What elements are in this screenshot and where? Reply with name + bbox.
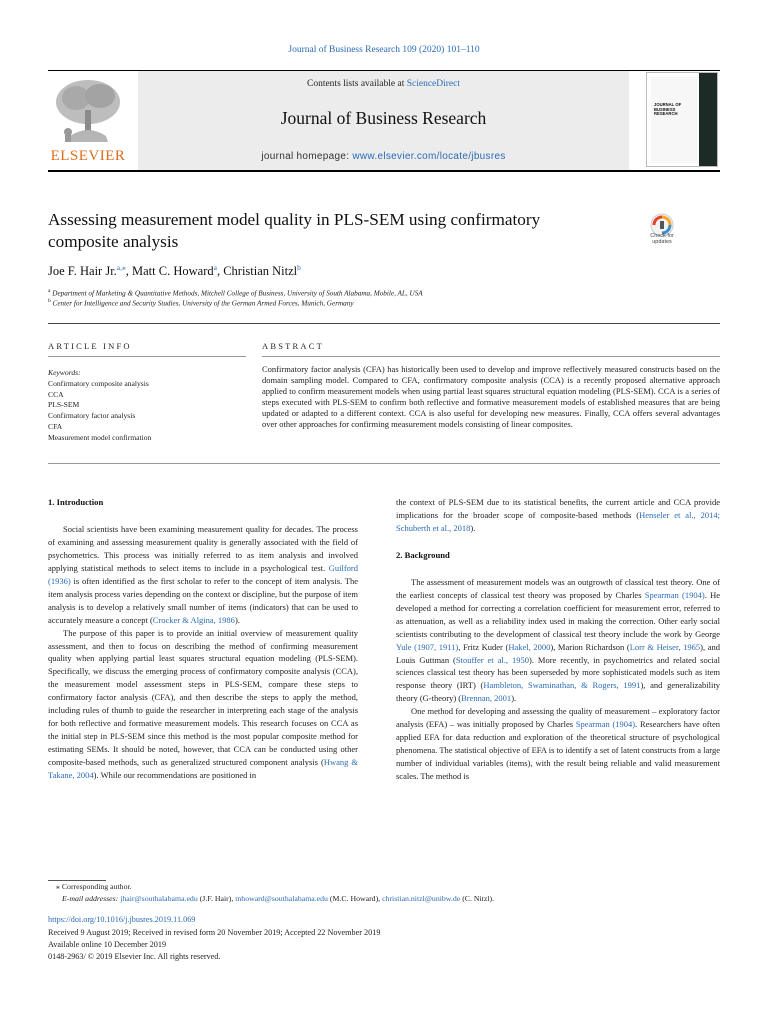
citation-link[interactable]: Lorr & Heiser, 1965 (629, 641, 701, 652)
citation-link[interactable]: Hwang & Takane, 2004 (48, 757, 358, 781)
doi-link[interactable]: https://doi.org/10.1016/j.jbusres.2019.11.069 (48, 915, 196, 924)
cover-title: JOURNAL OF BUSINESS RESEARCH (654, 102, 682, 117)
header-bottom-rule (48, 170, 720, 172)
keyword-item: CFA (48, 421, 63, 431)
cover-spine-strip (699, 73, 717, 166)
citation-link[interactable]: Spearman (1904) (575, 719, 636, 730)
author-affiliation-marker[interactable]: a,⁎ (116, 263, 126, 272)
intro-paragraph-1: Social scientists have been examining measurement quality for decades. The process of examining and assessing measurement quality is generally associated with the field of psychometrics. This process was initially referred to as item analysis and involved applying statistical methods to select items to include in a psychological test. Guilford (1936) is often identified as the first scholar to refer to the concept of item analysis. The item analysis process varies depending on the context or discipline, but the purpose of item analysis is to develop a relatively small number of items (indicators) that can be used to accurately measure a concept (Crocker & Algina, 1986). (48, 523, 359, 625)
email-link[interactable]: mhoward@southalabama.edu (235, 894, 328, 903)
front-matter-divider (48, 323, 720, 324)
author-name[interactable]: Joe F. Hair Jr. (48, 264, 117, 279)
affiliation-key: b (48, 298, 51, 304)
keyword-item: Confirmatory factor analysis (48, 411, 136, 421)
affiliation-b (48, 298, 354, 307)
abstract-heading: ABSTRACT (262, 341, 324, 351)
citation-link[interactable]: Brennan, 2001 (461, 693, 512, 704)
citation-link[interactable]: Spearman (1904) (644, 589, 705, 600)
citation-link[interactable]: Stouffer et al., 1950 (455, 654, 529, 665)
intro-paragraph-continued: the context of PLS-SEM due to its statistical benefits, the current article and CCA provide implications for the broader scope of composite-based methods (Henseler et al., 2014; Schuberth et al., 2018). (396, 497, 720, 533)
homepage-label: journal homepage: (261, 151, 350, 162)
keyword-item: PLS-SEM (48, 400, 80, 410)
journal-name: Journal of Business Research (280, 108, 487, 128)
affiliation-key: a (48, 288, 51, 294)
article-title: Assessing measurement model quality in PLS-SEM using confirmatory composite analysis (48, 210, 541, 251)
email-link[interactable]: jhair@southalabama.edu (120, 894, 198, 903)
background-paragraph-2: One method for developing and assessing the quality of measurement – exploratory factor analysis (EFA) – was initially proposed by Charles Spearman (1904). Researchers have often applied EFA for data reduction and exploration of the theoretical structure of psychological phenomena. The statistical objective of EFA is to identify a set of latent constructs from a large number of individual variables (items), with the result being reliable and valid measurement scales. The method is (396, 706, 720, 782)
article-info-rule (48, 356, 246, 357)
keywords-label: Keywords: (48, 368, 81, 377)
email-label: E-mail addresses: (62, 894, 119, 903)
copyright-notice: 0148-2963/ © 2019 Elsevier Inc. All rights reserved. (48, 952, 221, 961)
citation-link[interactable]: Hambleton, Swaminathan, & Rogers, 1991 (483, 680, 641, 691)
body-divider (48, 463, 720, 464)
cover-page (651, 77, 697, 163)
affiliation-text: Department of Marketing & Quantitative Methods, Mitchell College of Business, University of South Alabama, Mobile, AL, USA (52, 289, 423, 298)
article-info-heading: ARTICLE INFO (48, 341, 132, 351)
author-name[interactable]: Christian Nitzl (223, 264, 298, 279)
received-dates: Received 9 August 2019; Received in revised form 20 November 2019; Accepted 22 November 2019 (48, 928, 381, 937)
keywords-block (48, 368, 248, 444)
background-paragraph-1: The assessment of measurement models was an outgrowth of classical test theory. One of the earliest concepts of classical test theory was proposed by Charles Spearman (1904). He developed a method for correcting a correlation coefficient for measurement error, referred to as attenuation, as well as a reliability index used in making the correction. Other early social scientists contributing to the development of classical test theory include the work by George Yule (1907, 1911), Fritz Kuder (Hakel, 2000), Marion Richardson (Lorr & Heiser, 1965), and Louis Guttman (Stouffer et al., 1950). More recently, in psychometrics and related social sciences classical test theory has been superseded by more sophisticated models such as item response theory (IRT) (Hambleton, Swaminathan, & Rogers, 1991), and generalizability theory (G-theory) (Brennan, 2001). (396, 576, 721, 704)
keyword-item: CCA (48, 389, 64, 399)
citation-link[interactable]: Henseler et al., 2014; Schuberth et al., 2018 (396, 509, 720, 533)
journal-cover-thumbnail (646, 72, 718, 167)
intro-paragraph-2: The purpose of this paper is to provide an initial overview of measurement quality assessment, and then to focus on describing the method of confirming measurement quality when applying partial least squares structural equation modeling (PLS-SEM). Specifically, we discuss the emerging process of confirmatory composite analysis (CCA), the measurement model assessment steps in PLS-SEM, compare these steps to confirmatory factor analysis (CFA), and then describe the steps to apply the method, including rules of thumb to guide the researcher in interpreting each stage of the analysis for both reflective and formative measurement models. This research focuses on CCA as the initial step in PLS-SEM since this method is the most popular composite method for estimating SEMs. It should be noted, however, that CCA can be conducted using other composite-based methods, such as generalized structured component analysis (Hwang & Takane, 2004). While our recommendations are positioned in (48, 627, 358, 781)
affiliation-a (48, 288, 423, 297)
available-online-date: Available online 10 December 2019 (48, 940, 167, 949)
abstract-text: Confirmatory factor analysis (CFA) has historically been used to develop and improve reflectively measured constructs based on the domain sampling model. Compared to CFA, confirmatory composite analysis (CCA) is a recently proposed alternative approach applied to confirm measurement models when using partial least squares structural equation modeling (PLS-SEM). CCA is a series of steps executed with PLS-SEM to confirm both reflective and formative measurement models of established measures that are being updated or adapted to a different context. CCA is also useful for developing new measures. Finally, CCA offers several advantages over other approaches for confirming measurement models consisting of linear composites. (262, 364, 720, 429)
section-heading-background: 2. Background (396, 549, 450, 560)
email-link[interactable]: christian.nitzl@unibw.de (382, 894, 461, 903)
email-addresses: E-mail addresses: jhair@southalabama.edu (J.F. Hair), mhoward@southalabama.edu (M.C. Howard), christian.nitzl@unibw.de (C. Nitzl). (62, 894, 495, 903)
author-affiliation-marker[interactable]: b (297, 263, 301, 272)
author-name[interactable]: Matt C. Howard (132, 264, 214, 279)
citation-link[interactable]: Crocker & Algina, 1986 (152, 614, 235, 625)
citation-link[interactable]: Yule (1907, 1911) (396, 641, 459, 652)
left-column (48, 496, 358, 782)
corresponding-author-note: ⁎ Corresponding author. (56, 882, 132, 891)
check-for-updates-label[interactable]: Check for updates (650, 233, 674, 245)
footnote-rule (48, 880, 106, 881)
citation-link[interactable]: Hakel, 2000 (508, 641, 551, 652)
author-list: Joe F. Hair Jr.$^{a,⁎}$, Matt C. Howard$^a$, Christian Nitzl$^b$ (48, 263, 301, 279)
sciencedirect-link[interactable]: ScienceDirect (406, 79, 460, 89)
author-affiliation-marker[interactable]: a (213, 263, 217, 272)
journal-citation-link[interactable]: Journal of Business Research 109 (2020) 101–110 (288, 45, 480, 55)
homepage-url-link[interactable]: www.elsevier.com/locate/jbusres (352, 151, 506, 162)
section-heading-introduction: 1. Introduction (48, 497, 104, 507)
citation-link[interactable]: Guilford (1936) (48, 562, 358, 586)
abstract-rule (262, 356, 720, 357)
keyword-item: Measurement model confirmation (48, 432, 152, 442)
right-column (396, 496, 720, 783)
journal-homepage (138, 151, 629, 162)
contents-prefix: Contents lists available at (306, 79, 405, 89)
contents-available (138, 79, 629, 89)
elsevier-wordmark: ELSEVIER (50, 148, 126, 164)
affiliation-text: Center for Intelligence and Security Studies, University of the German Armed Forces, Munich, Germany (52, 299, 354, 308)
keyword-item: Confirmatory composite analysis (48, 378, 149, 388)
